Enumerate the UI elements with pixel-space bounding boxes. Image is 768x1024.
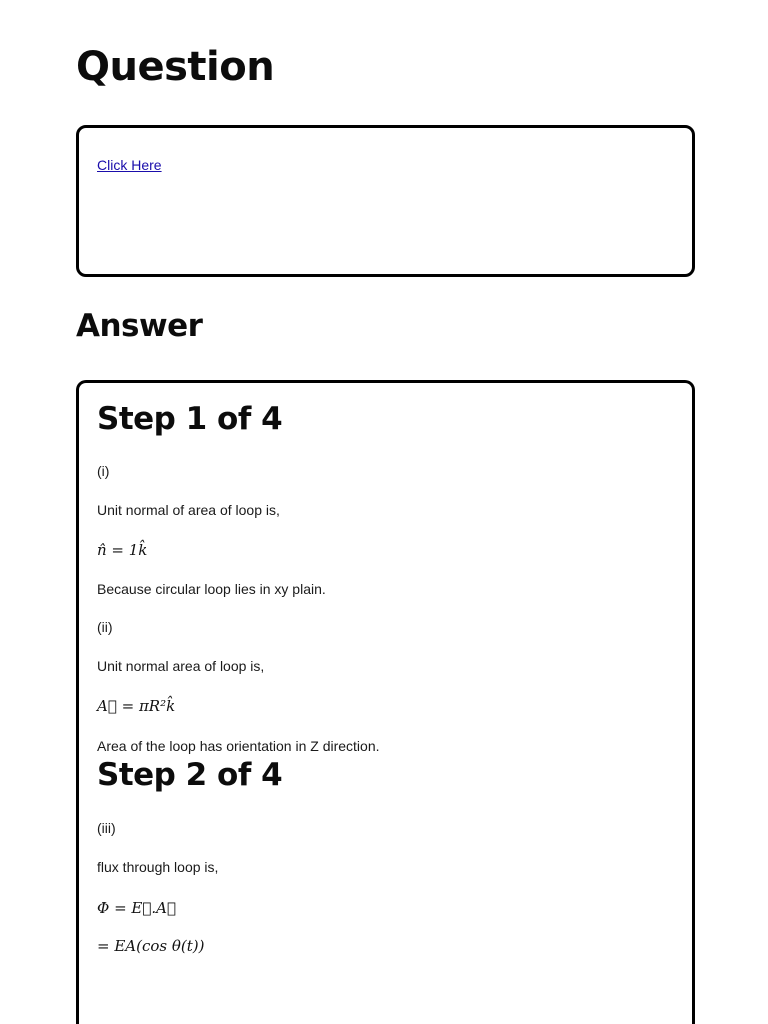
step-1-line-1: (i) [97, 463, 110, 479]
step-1-equation-1: n̂ = 1k̂ [97, 541, 148, 559]
answer-heading: Answer [76, 308, 203, 344]
step-1-line-8: Area of the loop has orientation in Z direction. [97, 738, 380, 754]
step-1-line-6: Unit normal area of loop is, [97, 658, 265, 674]
step-2-equation-2: = EA(cos θ(t)) [97, 937, 205, 955]
answer-box [76, 380, 695, 1024]
step-1-line-2: Unit normal of area of loop is, [97, 502, 280, 518]
question-box [76, 125, 695, 277]
step-2-title: Step 2 of 4 [97, 757, 283, 793]
click-here-link[interactable]: Click Here [97, 157, 162, 173]
question-heading: Question [76, 44, 275, 90]
step-1-line-5: (ii) [97, 619, 113, 635]
step-2-equation-1: Φ = E⃗.A⃗ [97, 899, 176, 917]
step-1-equation-2: A⃗ = πR²k̂ [97, 697, 176, 715]
step-2-line-1: (iii) [97, 820, 116, 836]
step-1-line-4: Because circular loop lies in xy plain. [97, 581, 326, 597]
step-1-title: Step 1 of 4 [97, 401, 283, 437]
step-2-line-2: flux through loop is, [97, 859, 219, 875]
